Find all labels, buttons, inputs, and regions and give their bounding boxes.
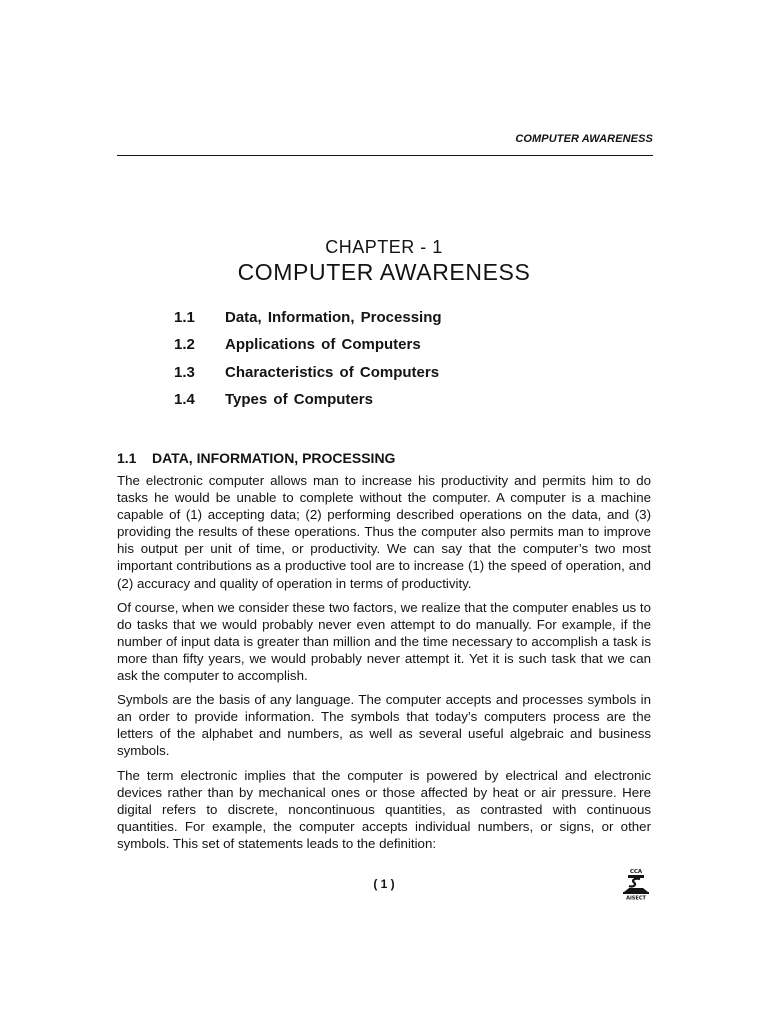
logo-bottom-text: AISECT <box>626 895 646 900</box>
table-of-contents <box>174 309 442 418</box>
toc-item <box>174 391 442 418</box>
toc-item <box>174 336 442 363</box>
body-paragraph: The electronic computer allows man to increase his productivity and permits him to do tasks he would be unable to complete without the computer. A computer is a machine capable of (1) accepting data; (2) performing described operations on the data, and (3) providing the results of these operations. Thus the computer also permits man to improve his output per unit of time, or productivity. We can say that the computer’s two most important contributions as a productive tool are to increase (1) the speed of operation, and (2) accuracy and quality of operation in terms of productivity. <box>117 473 651 591</box>
toc-number: 1.1 <box>174 309 195 326</box>
body-paragraph: The term electronic implies that the computer is powered by electrical and electronic devices rather than by mechanical ones or those affected by heat or air pressure. Here digital refers to discrete, noncontinuous quantities, as contrasted with continuous quantities. For example, the computer accepts individual numbers, or signs, or other symbols. This set of statements leads to the definition: <box>117 767 651 851</box>
body-paragraph: Symbols are the basis of any language. The computer accepts and processes symbols in an order to provide information. The symbols that today’s computers process are the letters of the alphabet and numbers, as well as several useful algebraic and business symbols. <box>117 692 651 759</box>
toc-title: Applications of Computers <box>225 336 421 354</box>
chapter-label: CHAPTER - 1 <box>325 237 443 257</box>
running-header: COMPUTER AWARENESS <box>515 133 653 145</box>
body-paragraph: Of course, when we consider these two factors, we realize that the computer enables us to do tasks that we would probably never even attempt to do manually. For example, if the number of input data is greater than million and the time necessary to accomplish a task is more than fifty years, we would probably never attempt it. Yet it is such task that we can ask the computer to accomplish. <box>117 599 651 684</box>
section-title: DATA, INFORMATION, PROCESSING <box>152 450 396 466</box>
toc-number: 1.2 <box>174 336 195 354</box>
toc-number: 1.3 <box>174 363 195 381</box>
logo-top-text: CCA <box>629 869 643 875</box>
header-rule <box>117 155 653 156</box>
aisect-logo-icon <box>619 866 653 900</box>
toc-title: Characteristics of Computers <box>225 363 440 381</box>
toc-number: 1.4 <box>174 390 195 408</box>
toc-title: Data, Information, Processing <box>225 309 442 326</box>
section-body <box>117 472 651 859</box>
section-number: 1.1 <box>117 450 137 466</box>
toc-title: Types of Computers <box>225 390 373 408</box>
section-heading <box>117 450 395 466</box>
chapter-title: COMPUTER AWARENESS <box>237 259 531 285</box>
page-number: ( 1 ) <box>373 877 395 891</box>
toc-item <box>174 364 442 391</box>
toc-item <box>174 309 442 336</box>
